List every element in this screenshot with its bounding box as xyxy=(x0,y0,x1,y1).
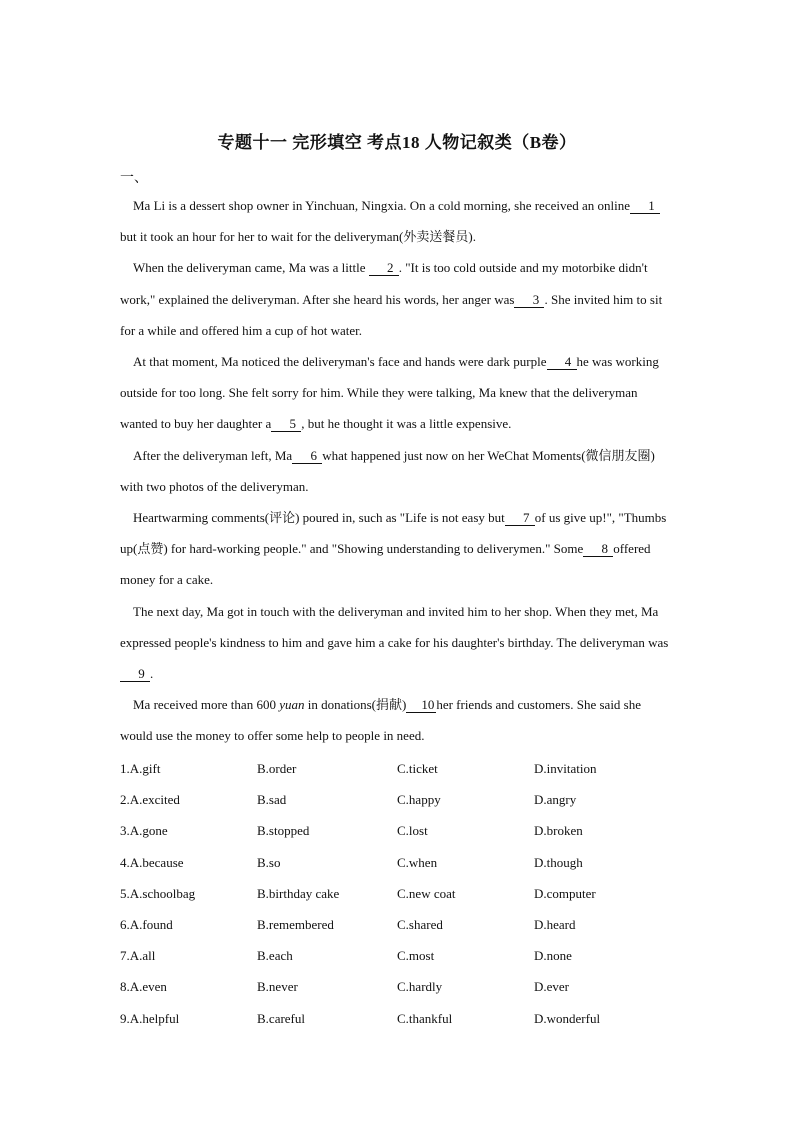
option-a: 4.A.because xyxy=(120,854,184,870)
option-c: C.shared xyxy=(397,916,443,932)
option-b: B.order xyxy=(257,761,297,776)
blank-2: 2 xyxy=(369,261,399,276)
passage-text: . xyxy=(150,666,154,682)
option-row xyxy=(120,971,680,1002)
option-b: B.remembered xyxy=(257,916,334,932)
option-a: 1.A.gift xyxy=(120,761,161,776)
blank-9: 9 xyxy=(120,667,150,682)
option-a: 3.A.gone xyxy=(120,823,168,839)
option-a: 6.A.found xyxy=(120,916,173,932)
option-a: 2.A.excited xyxy=(120,792,180,808)
passage-text: At that moment, Ma noticed the deliveryman's face and hands were dark purple xyxy=(133,354,547,370)
option-row xyxy=(120,847,680,878)
passage-text: Heartwarming comments(评论) poured in, such as "Life is not easy but xyxy=(133,510,505,526)
option-c: C.thankful xyxy=(397,1010,453,1026)
option-b: B.stopped xyxy=(257,823,310,839)
option-d: D.computer xyxy=(534,885,596,901)
option-row xyxy=(120,909,680,940)
option-c: C.ticket xyxy=(397,761,438,776)
option-b: B.never xyxy=(257,979,298,995)
page-title: 专题十一 完形填空 考点18 人物记叙类（B卷） xyxy=(217,133,577,152)
paragraph-7 xyxy=(120,689,672,751)
blank-4: 4 xyxy=(547,355,577,370)
blank-3: 3 xyxy=(514,293,544,308)
blank-8: 8 xyxy=(583,542,613,557)
passage-text: After the deliveryman left, Ma xyxy=(133,447,293,463)
passage-text: offered money for a cake. xyxy=(120,541,651,588)
option-d: D.angry xyxy=(534,792,577,808)
passage-text-italic: yuan xyxy=(279,697,305,713)
option-d: D.broken xyxy=(534,823,583,839)
option-a: 9.A.helpful xyxy=(120,1010,180,1026)
option-c: C.when xyxy=(397,854,438,870)
option-row xyxy=(120,1003,680,1034)
passage-text: in donations(捐献) xyxy=(304,697,407,713)
paragraph-6 xyxy=(120,596,672,690)
passage-text: he was working outside for too long. She felt sorry for him. While they were talking, Ma knew that the deliveryman wanted to buy her daughter a xyxy=(120,354,659,432)
option-row xyxy=(120,878,680,909)
passage-text: . She invited him to sit for a while and offered him a cup of hot water. xyxy=(120,291,663,338)
paragraph-4 xyxy=(120,440,672,502)
paragraph-3 xyxy=(120,346,672,440)
option-a: 5.A.schoolbag xyxy=(120,885,196,901)
option-row xyxy=(120,753,680,784)
options-list xyxy=(120,753,680,1034)
paragraph-1 xyxy=(120,190,672,252)
option-a: 8.A.even xyxy=(120,979,167,995)
blank-7: 7 xyxy=(505,511,535,526)
option-b: B.birthday cake xyxy=(257,885,340,901)
blank-5: 5 xyxy=(271,417,301,432)
option-d: D.wonderful xyxy=(534,1010,601,1026)
option-c: C.lost xyxy=(397,823,428,839)
passage-text: Ma Li is a dessert shop owner in Yinchuan, Ningxia. On a cold morning, she received an online xyxy=(133,198,631,213)
option-c: C.most xyxy=(397,948,435,964)
option-d: D.none xyxy=(534,948,572,964)
blank-10: 10 xyxy=(406,698,436,713)
option-a: 7.A.all xyxy=(120,948,156,964)
passage-text: of us give up!", "Thumbs up(点赞) for hard-working people." and "Showing understanding to deliverymen." Some xyxy=(120,510,667,557)
passage-text: what happened just now on her WeChat Moments(微信朋友圈) with two photos of the deliveryman. xyxy=(120,447,655,494)
passage-text: When the deliveryman came, Ma was a little xyxy=(133,260,369,276)
passage xyxy=(120,190,672,752)
option-b: B.careful xyxy=(257,1010,306,1026)
option-b: B.so xyxy=(257,854,281,870)
section-marker: 一、 xyxy=(120,171,148,186)
blank-1: 1 xyxy=(630,199,660,214)
paragraph-5 xyxy=(120,502,672,596)
option-row xyxy=(120,815,680,846)
paragraph-2 xyxy=(120,252,672,346)
option-c: C.new coat xyxy=(397,885,456,901)
option-row xyxy=(120,784,680,815)
passage-text: , but he thought it was a little expensive. xyxy=(301,416,512,432)
passage-text: her friends and customers. She said she would use the money to offer some help to people in need. xyxy=(120,697,642,744)
option-b: B.each xyxy=(257,948,293,964)
passage-text: Ma received more than 600 xyxy=(133,697,280,713)
passage-text: The next day, Ma got in touch with the deliveryman and invited him to her shop. When they met, Ma expressed people's kindness to him and gave him a cake for his daughter's birthday. The deliveryman was xyxy=(120,603,669,650)
option-d: D.though xyxy=(534,854,583,870)
blank-6: 6 xyxy=(292,449,322,464)
option-c: C.hardly xyxy=(397,979,443,995)
option-d: D.invitation xyxy=(534,761,597,776)
option-row xyxy=(120,940,680,971)
passage-text: . "It is too cold outside and my motorbike didn't work," explained the deliveryman. After she heard his words, her anger was xyxy=(120,260,648,307)
option-d: D.ever xyxy=(534,979,570,995)
option-c: C.happy xyxy=(397,792,441,808)
option-b: B.sad xyxy=(257,792,287,808)
passage-text: but it took an hour for her to wait for the deliveryman(外卖送餐员). xyxy=(120,229,476,245)
option-d: D.heard xyxy=(534,916,576,932)
